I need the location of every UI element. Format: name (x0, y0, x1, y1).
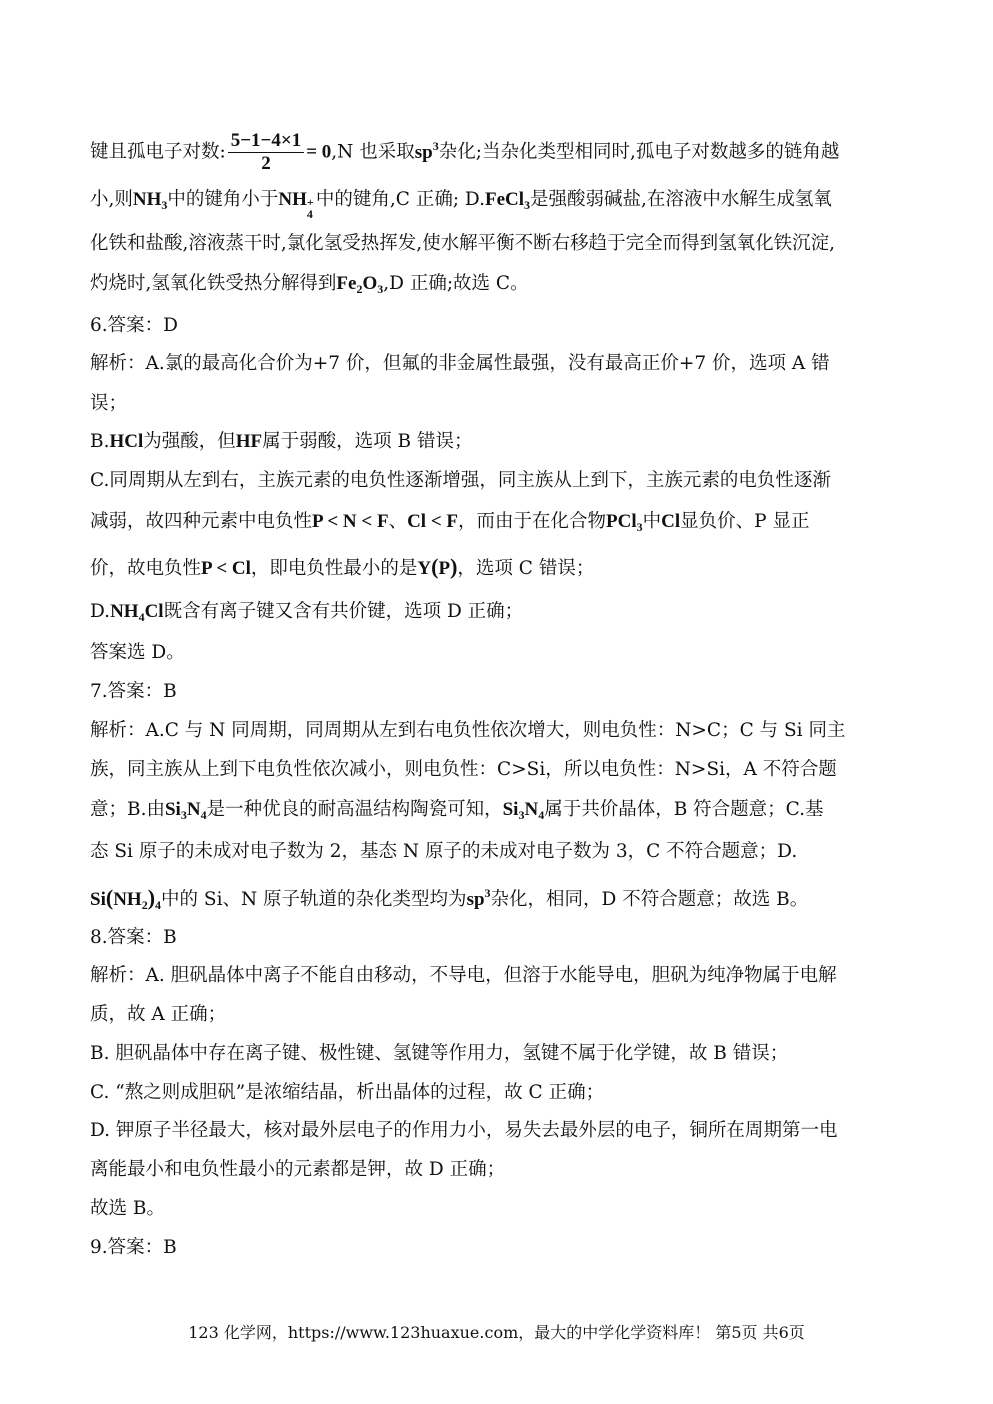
subscript: 4 (155, 898, 162, 912)
text-line: 化铁和盐酸,溶液蒸干时,氯化氢受热挥发,使水解平衡不断右移趋于完全而得到氢氧化铁沉淀, (90, 233, 836, 254)
text-line: 解析：A.氯的最高化合价为+7 价，但氟的非金属性最强，没有最高正价+7 价，选项 A 错 (90, 353, 830, 374)
text-line (90, 798, 824, 827)
answer-heading: 9.答案：B (90, 1237, 177, 1258)
text-span: 是一种优良的耐高温结构陶瓷可知， (206, 799, 503, 820)
formula-text: NH (132, 189, 162, 210)
formula-inequality: Cl < F (407, 511, 459, 532)
text-line: 误； (90, 393, 128, 414)
superscript: + (306, 195, 314, 209)
subscript: 2 (141, 898, 148, 912)
text-line (90, 510, 810, 539)
formula-text: Fe (336, 273, 357, 294)
subscript: 4 (306, 207, 313, 221)
text-span: 小,则 (90, 189, 133, 210)
formula-text: sp (466, 889, 485, 910)
formula-fe2o3 (336, 273, 383, 294)
formula-text: N (186, 799, 201, 820)
text-span: 属于共价晶体，B 符合题意；C.基 (544, 799, 824, 820)
formula: = 0 (306, 141, 332, 163)
text-span: 中的键角,C 正确; D. (315, 189, 485, 210)
text-line: B. 胆矾晶体中存在离子键、极性键、氢键等作用力，氢键不属于化学键，故 B 错误； (90, 1043, 789, 1064)
text-line (90, 600, 523, 629)
text-span: 为强酸，但 (143, 431, 236, 452)
formula-text: Si (90, 889, 106, 910)
subscript: 3 (518, 808, 525, 822)
answer-heading: 8.答案：B (90, 927, 177, 948)
formula-text: PCl (606, 511, 637, 532)
subscript: 3 (377, 282, 384, 296)
subscript: 3 (161, 198, 168, 212)
text-span: 、 (388, 511, 408, 532)
text-span: ，选项 C 错误； (457, 558, 595, 579)
text-span: 显负价、P 显正 (680, 511, 810, 532)
text-line: 故选 B。 (90, 1198, 165, 1219)
formula-text: Cl (144, 601, 164, 622)
formula-text: N (524, 799, 539, 820)
formula-inequality: P < Cl (201, 558, 251, 579)
subscript: 3 (524, 198, 531, 212)
formula-text: FeCl (485, 189, 525, 210)
text-span: 价，故电负性 (90, 558, 202, 579)
formula-text: NH (110, 601, 139, 622)
subscript: 2 (356, 282, 363, 296)
formula-sp3 (414, 138, 439, 163)
text-line: 族，同主族从上到下电负性依次减小，则电负性：C>Si，所以电负性：N>Si，A 不符合题 (90, 759, 837, 780)
page-footer: 123 化学网，https://www.123huaxue.com，最大的中学化学资料库！ 第5页 共6页 (188, 1323, 805, 1342)
formula-si3n4 (503, 799, 545, 820)
formula-inequality: P < N < F (312, 511, 389, 532)
text-span: 是强酸弱碱盐,在溶液中水解生成氢氧 (530, 189, 832, 210)
subscript: 4 (200, 808, 207, 822)
formula-nh4 (278, 189, 316, 221)
text-line: 离能最小和电负性最小的元素都是钾，故 D 正确； (90, 1159, 506, 1180)
formula-cl: Cl (661, 511, 681, 532)
subscript: 3 (636, 520, 643, 534)
text-span: 杂化，相同，D 不符合题意；故选 B。 (490, 889, 809, 910)
formula-fecl3 (485, 189, 530, 210)
answer-heading: 7.答案：B (90, 681, 177, 702)
formula-text: Y (417, 558, 432, 579)
text-line: C. “熬之则成胆矾”是浓缩结晶，析出晶体的过程，故 C 正确； (90, 1082, 605, 1103)
text-span: 灼烧时,氢氧化铁受热分解得到 (90, 273, 337, 294)
formula-pcl3 (606, 511, 643, 532)
text-line: 质，故 A 正确； (90, 1004, 227, 1025)
text-span: 意；B.由 (90, 799, 165, 820)
answer-heading: 6.答案：D (90, 315, 178, 336)
text-line (90, 430, 473, 454)
formula-si-nh2-4: $Si(NH_2)_4$ (90, 885, 162, 912)
text-span: D. (90, 601, 111, 622)
formula-sp3 (466, 886, 491, 910)
fraction-numerator: 5−1−4×1 (228, 130, 304, 153)
fraction (228, 130, 304, 175)
text-span: 属于弱酸，选项 B 错误； (262, 431, 473, 452)
formula-text: Si (502, 799, 519, 820)
text-span: 杂化;当杂化类型相同时,孤电子对数越多的链角越 (438, 141, 840, 163)
formula-text: O (362, 273, 378, 294)
text-span: ,N 也采取 (331, 141, 415, 163)
fraction-denominator: 2 (261, 153, 271, 174)
formula-hcl: HCl (109, 431, 144, 452)
formula-nh3 (133, 189, 168, 210)
formula-text: Si (164, 799, 181, 820)
formula-hf: HF (235, 431, 263, 452)
text-line: 答案选 D。 (90, 642, 185, 663)
subscript: 3 (180, 808, 187, 822)
text-span: 中的 Si、N 原子轨道的杂化类型均为 (161, 889, 467, 910)
text-span: 键且孤电子对数: (90, 141, 226, 163)
text-span: ,D 正确;故选 C。 (383, 273, 529, 294)
text-span: ，即电负性最小的是 (250, 558, 418, 579)
text-line: 解析：A.C 与 N 同周期，同周期从左到右电负性依次增大，则电负性：N>C；C 与 Si 同主 (90, 720, 846, 741)
text-span: 中的键角小于 (167, 189, 279, 210)
text-span: 中 (642, 511, 662, 532)
text-line (90, 555, 594, 581)
text-span: 既含有离子键又含有共价键，选项 D 正确； (163, 601, 524, 622)
formula-si3n4 (165, 799, 207, 820)
subscript: 4 (138, 610, 145, 624)
text-line (90, 881, 808, 917)
formula-yp: Y(P) (417, 554, 458, 579)
formula-text: NH (278, 189, 307, 210)
text-line: 态 Si 原子的未成对电子数为 2，基态 N 原子的未成对电子数为 3，C 不符合题意；D. (90, 841, 798, 862)
formula-nh4cl (110, 601, 164, 622)
text-span: ，而由于在化合物 (458, 511, 607, 532)
text-span: 减弱，故四种元素中电负性 (90, 511, 313, 532)
text-span: B. (90, 431, 110, 452)
text-line (90, 272, 529, 301)
text-line (90, 130, 839, 175)
superscript: 3 (484, 886, 491, 900)
text-line (90, 188, 832, 221)
text-line: D. 钾原子半径最大，核对最外层电子的作用力小，易失去最外层的电子，铜所在周期第一电 (90, 1120, 838, 1141)
formula-text: sp (414, 141, 433, 163)
text-line: 解析：A. 胆矾晶体中离子不能自由移动，不导电，但溶于水能导电，胆矾为纯净物属于电解 (90, 965, 837, 986)
formula-text: P (438, 558, 451, 579)
superscript: 3 (432, 138, 439, 153)
text-line: C.同周期从左到右，主族元素的电负性逐渐增强，同主族从上到下，主族元素的电负性逐渐 (90, 470, 831, 491)
subscript: 4 (538, 808, 545, 822)
formula-text: NH (113, 889, 142, 910)
